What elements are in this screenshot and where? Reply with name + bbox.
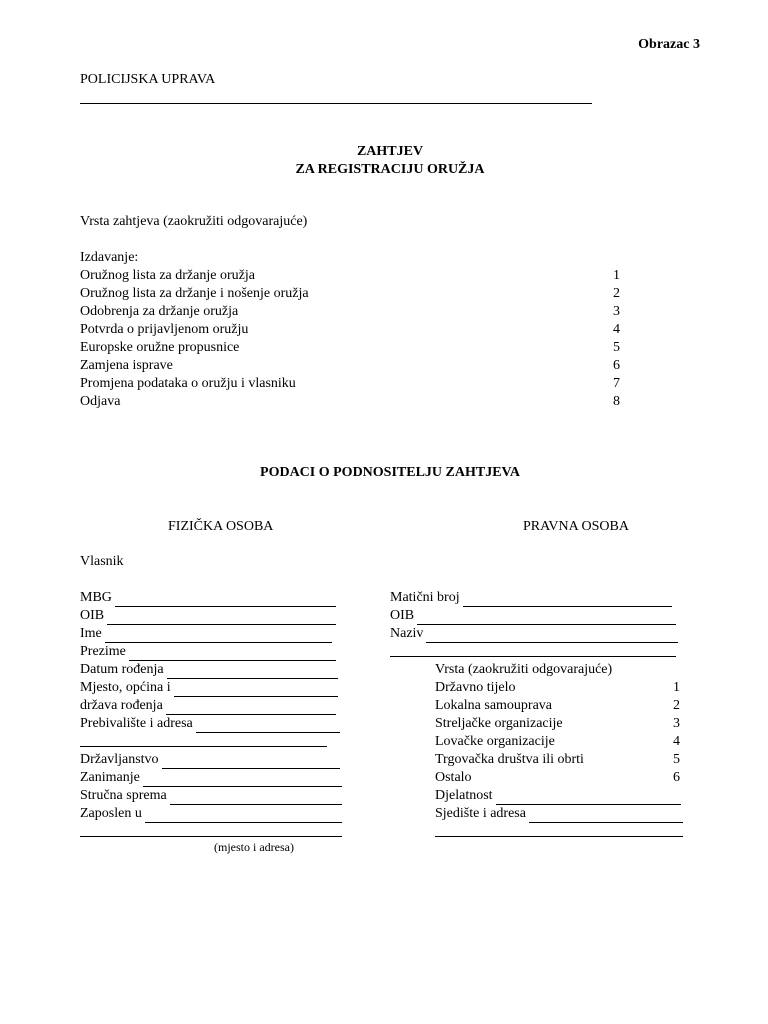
- field-label: Prebivalište i adresa: [80, 716, 193, 731]
- field-label: Državljanstvo: [80, 752, 159, 767]
- legal-type-number[interactable]: 2: [673, 698, 680, 713]
- oib-field[interactable]: [80, 607, 336, 625]
- education-field[interactable]: [80, 787, 342, 805]
- field-label: MBG: [80, 590, 112, 605]
- request-option-number[interactable]: 8: [613, 394, 620, 409]
- owner-label: Vlasnik: [80, 554, 124, 569]
- legal-type-label: Državno tijelo: [435, 680, 516, 695]
- legal-type-number[interactable]: 4: [673, 734, 680, 749]
- occupation-input-line[interactable]: [143, 772, 342, 787]
- request-option-label: Odjava: [80, 394, 121, 409]
- seat-address-field[interactable]: [435, 805, 683, 823]
- birth-country-input-line[interactable]: [166, 700, 336, 715]
- first-name-input-line[interactable]: [105, 628, 332, 643]
- request-option-number[interactable]: 6: [613, 358, 620, 373]
- field-label: Zanimanje: [80, 770, 140, 785]
- field-label: OIB: [80, 608, 105, 623]
- activity-input-line[interactable]: [496, 790, 681, 805]
- form-number: Obrazac 3: [638, 37, 700, 52]
- citizenship-field[interactable]: [80, 751, 340, 769]
- oib-input-line[interactable]: [107, 610, 336, 625]
- police-authority-label: POLICIJSKA UPRAVA: [80, 72, 216, 87]
- field-label: država rođenja: [80, 698, 163, 713]
- birth-country-field[interactable]: [80, 697, 336, 715]
- title-line2: ZA REGISTRACIJU ORUŽJA: [295, 162, 485, 177]
- request-option-number[interactable]: 5: [613, 340, 620, 355]
- residence-input-line[interactable]: [196, 718, 340, 733]
- request-option-number[interactable]: 3: [613, 304, 620, 319]
- occupation-field[interactable]: [80, 769, 342, 787]
- legal-oib-input-line[interactable]: [417, 610, 676, 625]
- surname-input-line[interactable]: [129, 646, 336, 661]
- request-option-label: Oružnog lista za držanje i nošenje oružja: [80, 286, 309, 301]
- company-name-continuation-line[interactable]: [390, 656, 676, 657]
- request-option-label: Odobrenja za držanje oružja: [80, 304, 239, 319]
- natural-person-heading: FIZIČKA OSOBA: [168, 519, 274, 534]
- legal-type-number[interactable]: 1: [673, 680, 680, 695]
- employer-field[interactable]: [80, 805, 342, 823]
- request-option-label: Oružnog lista za držanje oružja: [80, 268, 255, 283]
- field-label: Naziv: [390, 626, 424, 641]
- surname-field[interactable]: [80, 643, 336, 661]
- mbg-input-line[interactable]: [115, 592, 336, 607]
- field-label: Mjesto, općina i: [80, 680, 171, 695]
- place-address-note: (mjesto i adresa): [214, 840, 294, 854]
- request-option-label: Europske oružne propusnice: [80, 340, 240, 355]
- request-option-number[interactable]: 2: [613, 286, 620, 301]
- legal-person-heading: PRAVNA OSOBA: [523, 519, 629, 534]
- issuance-label: Izdavanje:: [80, 250, 139, 265]
- legal-type-label: Lokalna samouprava: [435, 698, 553, 713]
- authority-fill-line[interactable]: [80, 103, 592, 104]
- legal-oib-field[interactable]: [390, 607, 676, 625]
- seat-address-continuation-line[interactable]: [435, 836, 683, 837]
- residence-field[interactable]: [80, 715, 340, 733]
- request-option-label: Zamjena isprave: [80, 358, 173, 373]
- legal-type-label: Ostalo: [435, 770, 472, 785]
- registration-number-field[interactable]: [390, 589, 672, 607]
- field-label: Djelatnost: [435, 788, 493, 803]
- employer-input-line[interactable]: [145, 808, 342, 823]
- request-type-instruction: Vrsta zahtjeva (zaokružiti odgovarajuće): [80, 214, 308, 229]
- mbg-field[interactable]: [80, 589, 336, 607]
- citizenship-input-line[interactable]: [162, 754, 340, 769]
- request-option-number[interactable]: 7: [613, 376, 620, 391]
- field-label: Prezime: [80, 644, 126, 659]
- legal-type-number[interactable]: 5: [673, 752, 680, 767]
- employer-continuation-line[interactable]: [80, 836, 342, 837]
- field-label: Matični broj: [390, 590, 460, 605]
- registration-number-input-line[interactable]: [463, 592, 672, 607]
- residence-continuation-line[interactable]: [80, 746, 327, 747]
- legal-type-label: Streljačke organizacije: [435, 716, 563, 731]
- request-option-number[interactable]: 1: [613, 268, 620, 283]
- seat-address-input-line[interactable]: [529, 808, 683, 823]
- legal-type-label: Lovačke organizacije: [435, 734, 555, 749]
- title-line1: ZAHTJEV: [356, 144, 424, 159]
- field-label: Datum rođenja: [80, 662, 164, 677]
- field-label: Sjedište i adresa: [435, 806, 526, 821]
- field-label: Ime: [80, 626, 102, 641]
- legal-type-instruction: Vrsta (zaokružiti odgovarajuće): [435, 662, 613, 677]
- request-option-number[interactable]: 4: [613, 322, 620, 337]
- applicant-heading: PODACI O PODNOSITELJU ZAHTJEVA: [260, 465, 520, 480]
- education-input-line[interactable]: [170, 790, 342, 805]
- birth-place-field[interactable]: [80, 679, 338, 697]
- field-label: Stručna sprema: [80, 788, 167, 803]
- first-name-field[interactable]: [80, 625, 332, 643]
- field-label: OIB: [390, 608, 415, 623]
- activity-field[interactable]: [435, 787, 681, 805]
- birth-date-field[interactable]: [80, 661, 338, 679]
- company-name-field[interactable]: [390, 625, 678, 643]
- legal-type-label: Trgovačka društva ili obrti: [435, 752, 584, 767]
- legal-type-number[interactable]: 3: [673, 716, 680, 731]
- birth-place-input-line[interactable]: [174, 682, 338, 697]
- field-label: Zaposlen u: [80, 806, 142, 821]
- company-name-input-line[interactable]: [426, 628, 678, 643]
- request-option-label: Promjena podataka o oružju i vlasniku: [80, 376, 296, 391]
- legal-type-number[interactable]: 6: [673, 770, 680, 785]
- birth-date-input-line[interactable]: [167, 664, 338, 679]
- request-option-label: Potvrda o prijavljenom oružju: [80, 322, 249, 337]
